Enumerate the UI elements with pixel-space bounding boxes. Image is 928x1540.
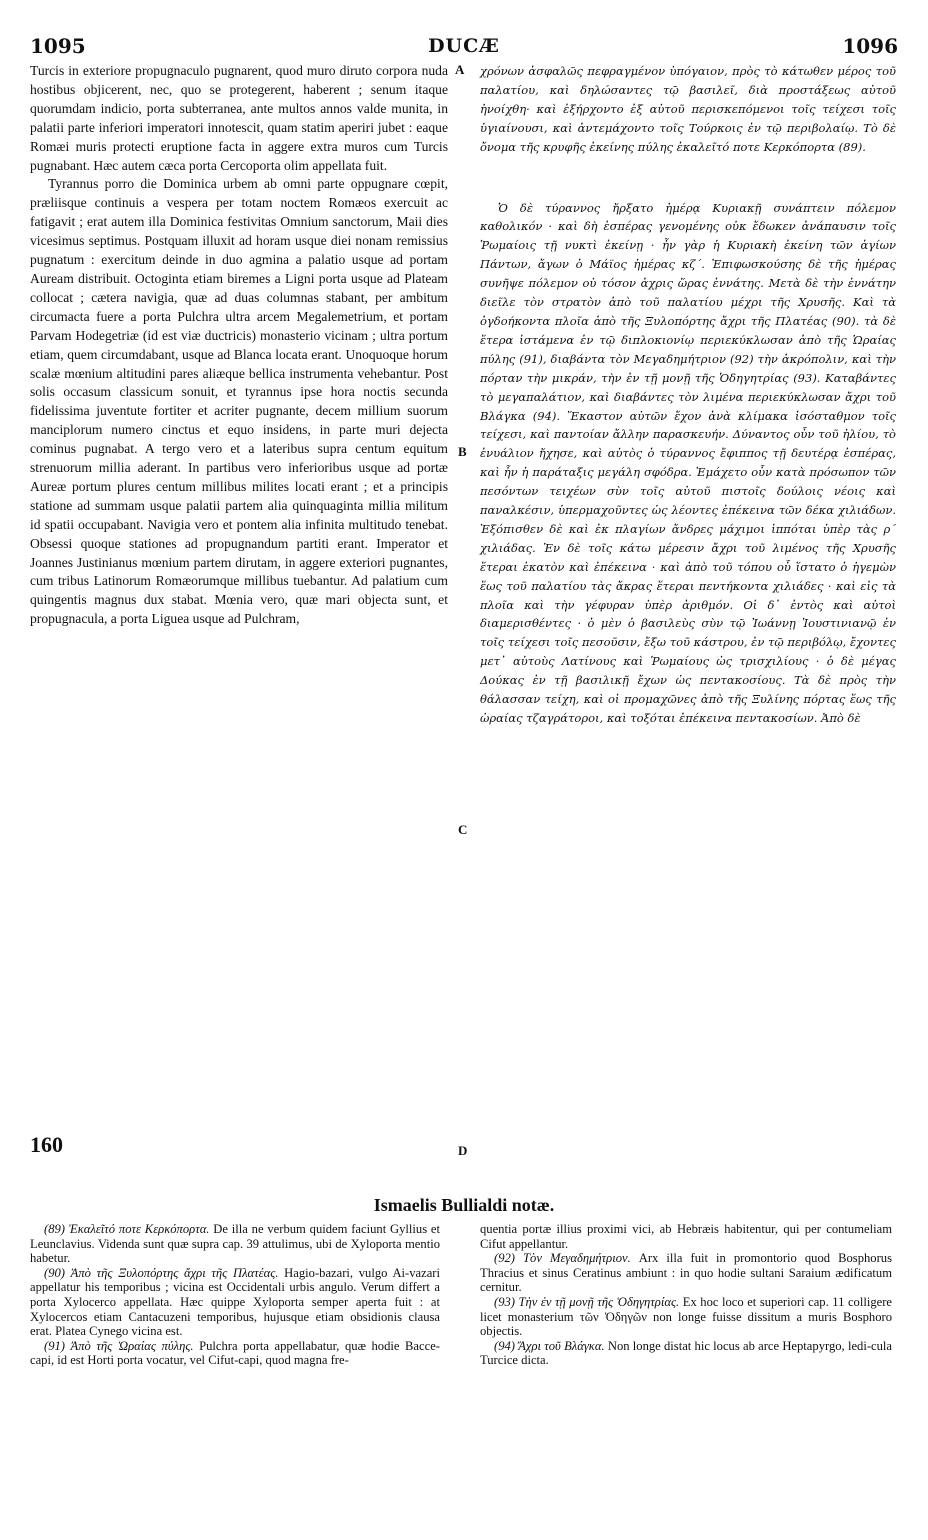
note-lemma: (92) Τὸν Μεγαδημήτριον.: [494, 1251, 631, 1266]
note-text: Hagio-bazari, vulgo Ai-vazari appellatur his temporibus ; vicina est Occidentali urbis angulo. Verum differt a porta Xylocerco appellata. Hæc quippe Xyloporta semper aperta fuit : at Xylocercos etiam Cantacuzeni temporibus, hujusque etiam obsidionis clausa erat. Platea Cynego vicina est.: [30, 1265, 440, 1339]
paragraph-gap: [480, 157, 896, 199]
note-entry: [30, 1222, 440, 1266]
margin-letter-c: C: [458, 822, 468, 837]
note-lemma: (89) Ἐκαλεῖτό ποτε Κερκόπορτα.: [44, 1222, 210, 1236]
note-text: Pulchra porta appellabatur, quæ hodie Bacce-capi, id est Horti porta vocatur, vel Cifut-capi, quod magna fre-: [30, 1338, 440, 1368]
note-entry: [480, 1251, 892, 1295]
note-entry: [480, 1222, 892, 1251]
note-entry: [30, 1339, 440, 1368]
greek-paragraph: Ὁ δὲ τύραννος ἤρξατο ἡμέρᾳ Κυριακῇ συνάπτειν πόλεμον καθολικόν · καὶ δὴ ἑσπέρας γενομένης οὐκ ἔδωκεν ἀνάπαυσιν τοῖς Ῥωμαίοις τῇ νυκτὶ ἐκείνῃ · ἦν γὰρ ἡ Κυριακὴ ἐκείνη τῶν ἁγίων Πάντων, ἄγων ὁ Μάϊος ἡμέρας κζ΄. Ἐπιφωσκούσης δὲ τῆς ἡμέρας συνῆψε πόλεμον οὐ τόσον ἀχρις ὥρας ἐννάτης. Μετὰ δὲ τὴν ἐννάτην διεῖλε τὸν στρατὸν ἀπὸ τοῦ παλατίου μέχρι τῆς Χρυσῆς. Καὶ τὰ ὀγδοήκοντα πλοῖα ἀπὸ τῆς Ξυλοπόρτης ἄχρι τῆς Πλατέας (90). τὰ δὲ ἕτερα ἱστάμενα ἐν τῷ διπλοκιονίῳ περιεκύκλωσαν ἀπὸ τῆς Ὡραίας πύλης (91), διαβάντα τὸν Μεγαδημήτριον (92) τὴν ἀκρόπολιν, καὶ τὴν πόρταν τὴν μικράν, τὴν ἐν τῇ μονῇ τῆς Ὁδηγητρίας (93). Καταβάντες τὸ μεγαπαλάτιον, καὶ διαβάντες τὸν λιμένα περιεκύκλωσαν ἄχρι τοῦ Βλάγκα (94). Ἕκαστον αὐτῶν ἔχον ἀνὰ κλίμακα ἰσόσταθμον τοῖς τείχεσι, καὶ παντοίαν ἄλλην παρασκευήν. Δύναντος οὖν τοῦ ἡλίου, τὸ ἐνυάλιον ἤχησε, καὶ αὐτὸς ὁ τύραννος ἔφιππος τῇ δευτέρᾳ ἑσπέρας, καὶ ἦν ἡ παράταξις μεγάλη σφόδρα. Ἐμάχετο οὖν κατὰ πρόσωπον τῶν πεσόντων τειχέων σὺν τοῖς αὐτοῦ πιστοῖς δούλοις νέοις καὶ παναλκέσιν, ὑπερμαχοῦντες ὡς λέοντες ἐπέκεινα τῶν δέκα χιλιάδων. Ἐξόπισθεν δὲ καὶ ἐκ πλαγίων ἄνδρες μάχιμοι ἱππόται ὑπὲρ τὰς ρ΄ χιλιάδας. Ἐν δὲ τοῖς κάτω μέρεσιν ἄχρι τοῦ λιμένος τῆς Χρυσῆς ἕτεραι ἑκατὸν καὶ ἐπέκεινα · καὶ ἀπὸ τοῦ τόπου οὗ ἵστατο ὁ ἡγεμὼν ἕως τοῦ παλατίου τὰς ἄκρας ἕτεραι πεντήκοντα χιλιάδες · καὶ εἰς τὰ πλοῖα καὶ τὴν γέφυραν ὑπὲρ ἀριθμόν. Οἱ δ᾽ ἐντὸς καὶ αὐτοὶ διαμερισθέντες · ὁ μὲν ὁ βασιλεὺς σὺν τῷ Ἰωάννῃ Ἰουστινιανῷ ἐν τοῖς τείχεσι τοῖς πεσοῦσιν, ἔξω τοῦ κάστρου, ἐν τῷ περιβόλῳ, ἔχοντες μετ᾽ αὐτοὺς Λατίνους καὶ Ῥωμαίους ὡς τρισχιλίους · ὁ δὲ μέγας Δούκας ἐν τῇ βασιλικῇ ἔχων ὡς πεντακοσίους. Τὰ δὲ πρὸς τὴν θάλασσαν τείχη, καὶ οἱ προμαχῶνες ἀπὸ τῆς Ξυλίνης πόρτας ἕως τῆς ὡραίας τζαγράτοροι, καὶ τοξόται ἐπέκεινα πεντακοσίων. Ἀπὸ δὲ: [480, 200, 896, 725]
margin-letter-d: D: [458, 1143, 468, 1158]
note-lemma: (94) Ἄχρι τοῦ Βλάγκα.: [494, 1338, 605, 1353]
latin-paragraph: Tyrannus porro die Dominica urbem ab omni parte oppugnare cœpit, præliisque continuis a vespera per totam noctem Romæos exercuit ac fatigavit ; erat autem illa Dominica festivitas Omnium sanctorum, Maii dies vicesimus septimus. Postquam illuxit ad horam usque diei nonam remissius pugnatum : exercitum deinde in duo agmina a palatio usque ad portam Auream distribuit. Octoginta etiam biremes a Ligni porta usque ad Plateam collocat ; cætera navigia, quæ ad duas columnas stabant, per ambitum circumacta fuere a porta Pulchra ultra arcem Megalemetrium, et portam Parvam Hodegetriæ (id est viæ ductricis) monasterio vicinam ; ultra portum etiam, quem circumdabant, usque ad Blanca locata erant. Unoquoque horum scalæ mœnium altitudini pares aliæque bellica instrumenta vehebantur. Post solis occasum classicum sonuit, et tyrannus ipse hora noctis secunda fidelissima juventute fortiter et acriter pugnante, decem millium suorum manciplorum numero cinctus et equo insidens, in parte muri dejecta cominus pugnabat. A tergo vero et a lateribus supra centum equitum strenuorum millia aderant. In partibus vero inferioribus usque ad portæ Aureæ portum plures centum millibus milites locati erant ; et a principis statione ad summam usque palatii partem alia quinquaginta millia militum id spatii occupabant. Navigia vero et pontem alia infinita multitudo tenebat. Obsessi quoque stationes ad propugnandum partiti erant. Imperator et Joannes Justinianus mœnium partem dirutam, in aggere exteriori pugnantes, cum tribus Latinorum Romæorumque millibus tuebantur. Ad palatium cum quingentis magnus dux stabat. Mœnia vero, quæ mari objecta sunt, et propugnacula, a porta Liguea usque ad Pulchram,: [30, 176, 448, 627]
running-title: DUCÆ: [428, 35, 500, 57]
latin-text-column: [30, 62, 448, 629]
page-number-right: 1096: [842, 34, 898, 58]
note-text: Ex hoc loco et superiori cap. 11 colligere licet monasterium τῶν Ὁδηγῶν non longe fuisse dissitum a muris Bosphoro objectis.: [480, 1294, 893, 1339]
note-lemma: (90) Ἀπὸ τῆς Ξυλοπόρτης ἄχρι τῆς Πλατέας.: [44, 1265, 279, 1280]
note-text: quentia portæ illius proximi vici, ab Hebræis habitentur, qui per contumeliam Cifut appellantur.: [480, 1222, 892, 1251]
note-entry: [480, 1339, 892, 1368]
note-entry: [480, 1295, 892, 1339]
margin-letter-b: B: [458, 444, 467, 459]
notes-right-column: [480, 1222, 892, 1368]
note-text: De illa ne verbum quidem faciunt Gyllius et Leunclavius. Videnda sunt quæ supra cap. 39 attulimus, ubi de Xyloporta mentio habetur.: [30, 1222, 441, 1266]
note-lemma: (93) Τὴν ἐν τῇ μονῇ τῆς Ὁδηγητρίας.: [494, 1294, 680, 1309]
page-number-left: 1095: [30, 34, 86, 58]
notes-left-column: [30, 1222, 440, 1368]
note-entry: [30, 1266, 440, 1339]
greek-text-column: [480, 62, 896, 728]
margin-number: 160: [30, 1132, 63, 1157]
note-lemma: (91) Ἀπὸ τῆς Ὡραίας πύλης.: [44, 1338, 194, 1353]
note-text: Non longe distat hic locus ab arce Heptapyrgo, ledi-cula Turcice dicta.: [480, 1338, 892, 1368]
latin-paragraph: Turcis in exteriore propugnaculo pugnarent, quod muro diruto corpora nuda hostibus objicerent, nec, quo se protegerent, haberent ; senum itaque quorumdam indicio, porta subterranea, ante multos annos valde munita, in palatii parte inferiori imperatori innotescit, quam statim aperiri jubet : eaque Romæi muris protecti eruptione facta in aggere extra muros cum Turcis pugnabant. Hæc autem cæca porta Cercoporta olim appellata fuit.: [30, 63, 448, 173]
margin-letter-a: A: [455, 62, 465, 77]
note-text: Arx illa fuit in promontorio quod Bosphorus Thracius et sinus Ceratinus ambiunt : in quo hodie sultani Saraium ædificatum cernitur.: [480, 1251, 892, 1295]
notes-title: Ismaelis Bullialdi notæ.: [373, 1195, 555, 1215]
greek-paragraph: χρόνων ἀσφαλῶς πεφραγμένον ὑπόγαιον, πρὸς τὸ κάτωθεν μέρος τοῦ παλατίου, καὶ δηλώσαντες τῷ βασιλεῖ, διὰ προστάξεως αὐτοῦ ἠνοίχθη· καὶ ἐξήρχοντο ἐξ αὐτοῦ περισκεπόμενοι τοῖς τείχεσι τοῖς ὑγιαίνουσι, καὶ ἀντεμάχοντο τοῖς Τούρκοις ἐν τῷ περιβολαίῳ. Τὸ δὲ ὄνομα τῆς κρυφῆς ἐκείνης πύλης ἐκαλεῖτό ποτε Κερκόπορτα (89).: [480, 64, 896, 154]
